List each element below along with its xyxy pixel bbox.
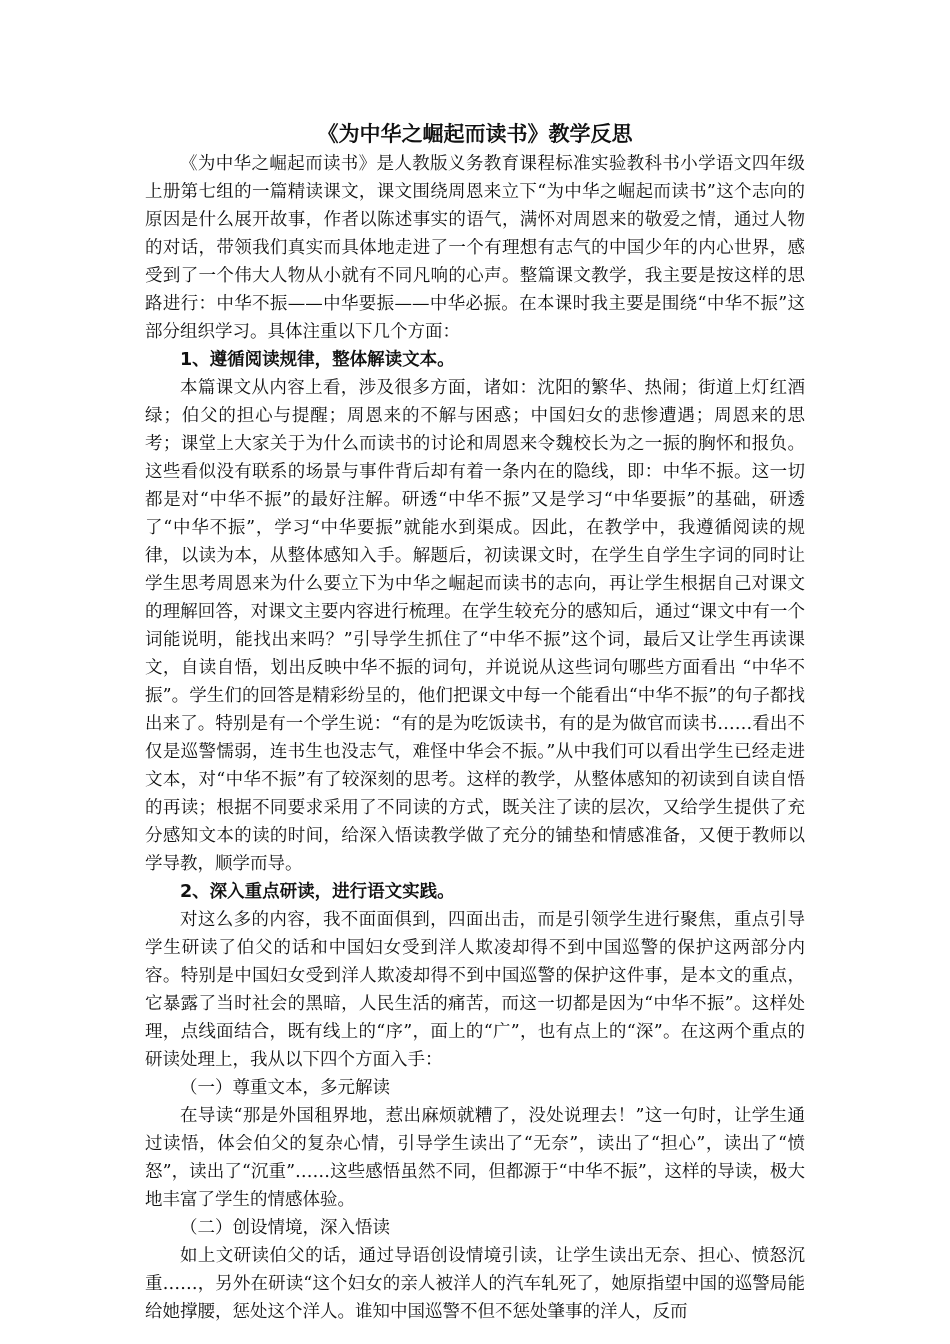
document-title: 《为中华之崛起而读书》教学反思 <box>317 122 633 146</box>
intro-paragraph: 《为中华之崛起而读书》是人教版义务教育课程标准实验教科书小学语文四年级上册第七组的一篇精读课文，课文围绕周恩来立下“为中华之崛起而读书”这个志向的原因是什么展开故事，作者以陈述事实的语气，满怀对周恩来的敬爱之情，通过人物的对话，带领我们真实而具体地走进了一个有理想有志气的中国少年的内心世界，感受到了一个伟大人物从小就有不同凡响的心声。整篇课文教学，我主要是按这样的思路进行：中华不振——中华要振——中华必振。在本课时我主要是围绕“中华不振”这部分组织学习。具体注重以下几个方面： <box>145 154 805 342</box>
subsection-1-paragraph: 在导读“那是外国租界地，惹出麻烦就糟了，没处说理去！”这一句时，让学生通过读悟，体会伯父的复杂心情，引导学生读出了“无奈”，读出了“担心”，读出了“愤怒”，读出了“沉重”……这些感悟虽然不同，但都源于“中华不振”，这样的导读，极大地丰富了学生的情感体验。 <box>145 1106 805 1210</box>
section-2-heading: 2、深入重点研读，进行语文实践。 <box>180 882 455 902</box>
subsection-1-heading: （一）尊重文本，多元解读 <box>180 1078 390 1098</box>
section-1-heading: 1、遵循阅读规律，整体解读文本。 <box>180 350 455 370</box>
section-1-paragraph: 本篇课文从内容上看，涉及很多方面，诸如：沈阳的繁华、热闹；街道上灯红酒绿；伯父的担心与提醒；周恩来的不解与困惑；中国妇女的悲惨遭遇；周恩来的思考；课堂上大家关于为什么而读书的讨论和周恩来令魏校长为之一振的胸怀和报负。这些看似没有联系的场景与事件背后却有着一条内在的隐线，即：中华不振。这一切都是对“中华不振”的最好注解。研透“中华不振”又是学习“中华要振”的基础，研透了“中华不振”，学习“中华要振”就能水到渠成。因此，在教学中，我遵循阅读的规律，以读为本，从整体感知入手。解题后，初读课文时，在学生自学生字词的同时让学生思考周恩来为什么要立下为中华之崛起而读书的志向，再让学生根据自己对课文的理解回答，对课文主要内容进行梳理。在学生较充分的感知后，通过“课文中有一个词能说明，能找出来吗？”引导学生抓住了“中华不振”这个词，最后又让学生再读课文，自读自悟，划出反映中华不振的词句，并说说从这些词句哪些方面看出 “中华不振”。学生们的回答是精彩纷呈的，他们把课文中每一个能看出“中华不振”的句子都找出来了。特别是有一个学生说：“有的是为吃饭读书，有的是为做官而读书……看出不仅是巡警懦弱，连书生也没志气，难怪中华会不振。”从中我们可以看出学生已经走进文本，对“中华不振”有了较深刻的思考。这样的教学，从整体感知的初读到自读自悟的再读；根据不同要求采用了不同读的方式，既关注了读的层次，又给学生提供了充分感知文本的读的时间，给深入悟读教学做了充分的铺垫和情感准备，又便于教师以学导教，顺学而导。 <box>145 378 805 874</box>
subsection-2-heading: （二）创设情境，深入悟读 <box>180 1218 390 1238</box>
document-page <box>145 118 805 1326</box>
subsection-2-paragraph: 如上文研读伯父的话，通过导语创设情境引读，让学生读出无奈、担心、愤怒沉重……，另外在研读“这个妇女的亲人被洋人的汽车轧死了，她原指望中国的巡警局能给她撑腰，惩处这个洋人。谁知中国巡警不但不惩处肇事的洋人，反而 <box>145 1246 805 1322</box>
section-2-paragraph: 对这么多的内容，我不面面俱到，四面出击，而是引领学生进行聚焦，重点引导学生研读了伯父的话和中国妇女受到洋人欺凌却得不到中国巡警的保护这两部分内容。特别是中国妇女受到洋人欺凌却得不到中国巡警的保护这件事，是本文的重点，它暴露了当时社会的黑暗，人民生活的痛苦，而这一切都是因为“中华不振”。这样处理，点线面结合，既有线上的“序”，面上的“广”，也有点上的“深”。在这两个重点的研读处理上，我从以下四个方面入手： <box>145 910 805 1070</box>
